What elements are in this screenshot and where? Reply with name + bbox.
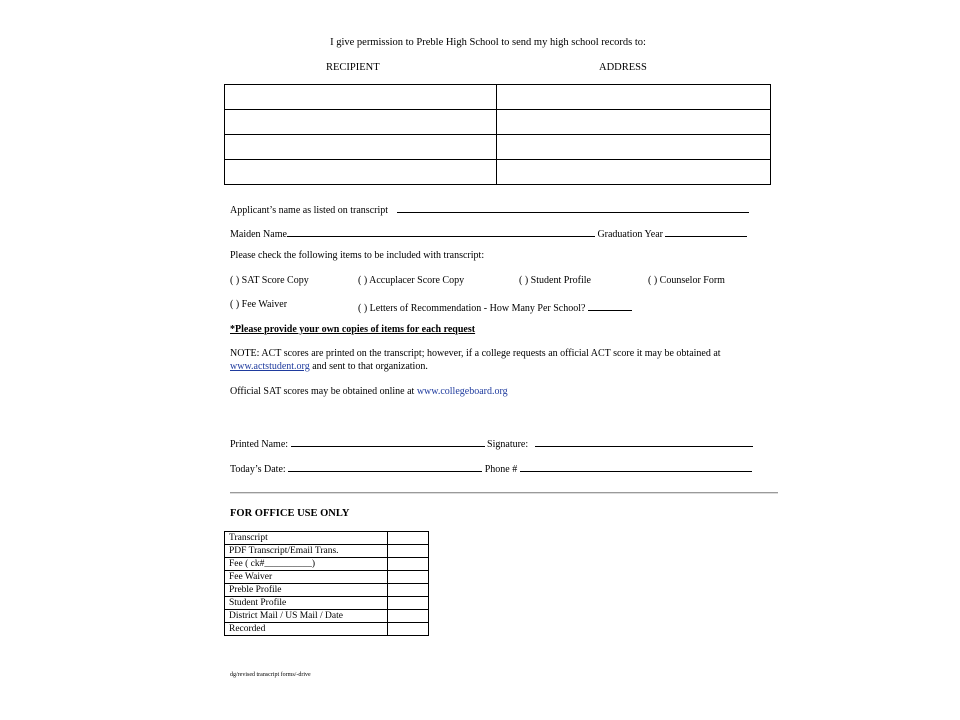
recipient-cell[interactable]: [225, 135, 497, 160]
sat-score-checkbox[interactable]: ( ) SAT Score Copy: [230, 275, 309, 286]
table-row: [225, 110, 771, 135]
office-row-label: Recorded: [225, 623, 388, 636]
applicant-name-field[interactable]: [397, 201, 749, 213]
applicant-name-label: Applicant’s name as listed on transcript: [230, 205, 389, 216]
signature-field[interactable]: [535, 435, 753, 447]
letters-row: [358, 299, 632, 314]
printed-name-label: Printed Name:: [230, 439, 289, 450]
recipient-cell[interactable]: [225, 110, 497, 135]
address-column-label: ADDRESS: [599, 62, 647, 73]
provide-copies-note: *Please provide your own copies of items for each request: [230, 324, 476, 335]
table-row: [225, 623, 429, 636]
collegeboard-link[interactable]: www.collegeboard.org: [416, 386, 508, 397]
office-row-label: Preble Profile: [225, 584, 388, 597]
date-phone-row: [230, 460, 752, 475]
office-row-value[interactable]: [388, 584, 429, 597]
table-row: [225, 85, 771, 110]
act-note-line1: NOTE: ACT scores are printed on the transcript; however, if a college requests an official ACT score it may be obtained at: [230, 348, 721, 359]
letters-checkbox[interactable]: ( ) Letters of Recommendation - How Many Per School?: [358, 303, 586, 314]
graduation-year-label: Graduation Year: [597, 229, 663, 240]
office-row-label: Student Profile: [225, 597, 388, 610]
act-note-line2: [230, 361, 428, 372]
office-use-heading: FOR OFFICE USE ONLY: [230, 508, 350, 519]
office-row-label: Transcript: [225, 532, 388, 545]
office-row-value[interactable]: [388, 610, 429, 623]
table-row: [225, 571, 429, 584]
address-cell[interactable]: [497, 110, 771, 135]
section-divider: [230, 492, 778, 494]
phone-label: Phone #: [484, 464, 518, 475]
counselor-form-checkbox[interactable]: ( ) Counselor Form: [648, 275, 725, 286]
table-row: [225, 584, 429, 597]
recipient-column-label: RECIPIENT: [326, 62, 380, 73]
address-cell[interactable]: [497, 160, 771, 185]
maiden-name-label: Maiden Name: [230, 229, 287, 240]
sat-note-text: Official SAT scores may be obtained online at: [230, 386, 417, 397]
table-row: [225, 532, 429, 545]
student-profile-checkbox[interactable]: ( ) Student Profile: [519, 275, 591, 286]
table-row: [225, 558, 429, 571]
footer-path: dg/revised transcript forms/-drive: [230, 672, 311, 678]
fee-waiver-checkbox[interactable]: ( ) Fee Waiver: [230, 299, 288, 310]
letters-count-field[interactable]: [588, 299, 632, 311]
table-row: [225, 135, 771, 160]
office-row-value[interactable]: [388, 558, 429, 571]
recipient-cell[interactable]: [225, 160, 497, 185]
sat-note: [230, 386, 508, 397]
office-row-value[interactable]: [388, 532, 429, 545]
office-use-table: [224, 531, 429, 636]
office-row-label: Fee Waiver: [225, 571, 388, 584]
address-cell[interactable]: [497, 135, 771, 160]
recipient-address-table: [224, 84, 771, 185]
address-cell[interactable]: [497, 85, 771, 110]
office-row-value[interactable]: [388, 571, 429, 584]
office-row-value[interactable]: [388, 545, 429, 558]
table-row: [225, 610, 429, 623]
maiden-name-field[interactable]: [287, 225, 595, 237]
todays-date-label: Today’s Date:: [230, 464, 286, 475]
maiden-name-row: [230, 225, 747, 240]
phone-field[interactable]: [520, 460, 752, 472]
act-note-tail: and sent to that organization.: [309, 361, 428, 372]
office-row-value[interactable]: [388, 597, 429, 610]
office-row-label: PDF Transcript/Email Trans.: [225, 545, 388, 558]
actstudent-link[interactable]: www.actstudent.org: [230, 361, 310, 372]
check-items-instruction: Please check the following items to be included with transcript:: [230, 250, 485, 261]
office-row-label: District Mail / US Mail / Date: [225, 610, 388, 623]
table-row: [225, 597, 429, 610]
table-row: [225, 160, 771, 185]
applicant-name-row: [230, 201, 749, 216]
printed-name-field[interactable]: [291, 435, 485, 447]
table-row: [225, 545, 429, 558]
permission-statement: I give permission to Preble High School to send my high school records to:: [330, 37, 646, 48]
todays-date-field[interactable]: [288, 460, 482, 472]
printed-name-row: [230, 435, 753, 450]
recipient-cell[interactable]: [225, 85, 497, 110]
graduation-year-field[interactable]: [665, 225, 747, 237]
signature-label: Signature:: [487, 439, 529, 450]
accuplacer-checkbox[interactable]: ( ) Accuplacer Score Copy: [358, 275, 465, 286]
office-row-label: Fee ( ck#__________): [225, 558, 388, 571]
office-row-value[interactable]: [388, 623, 429, 636]
